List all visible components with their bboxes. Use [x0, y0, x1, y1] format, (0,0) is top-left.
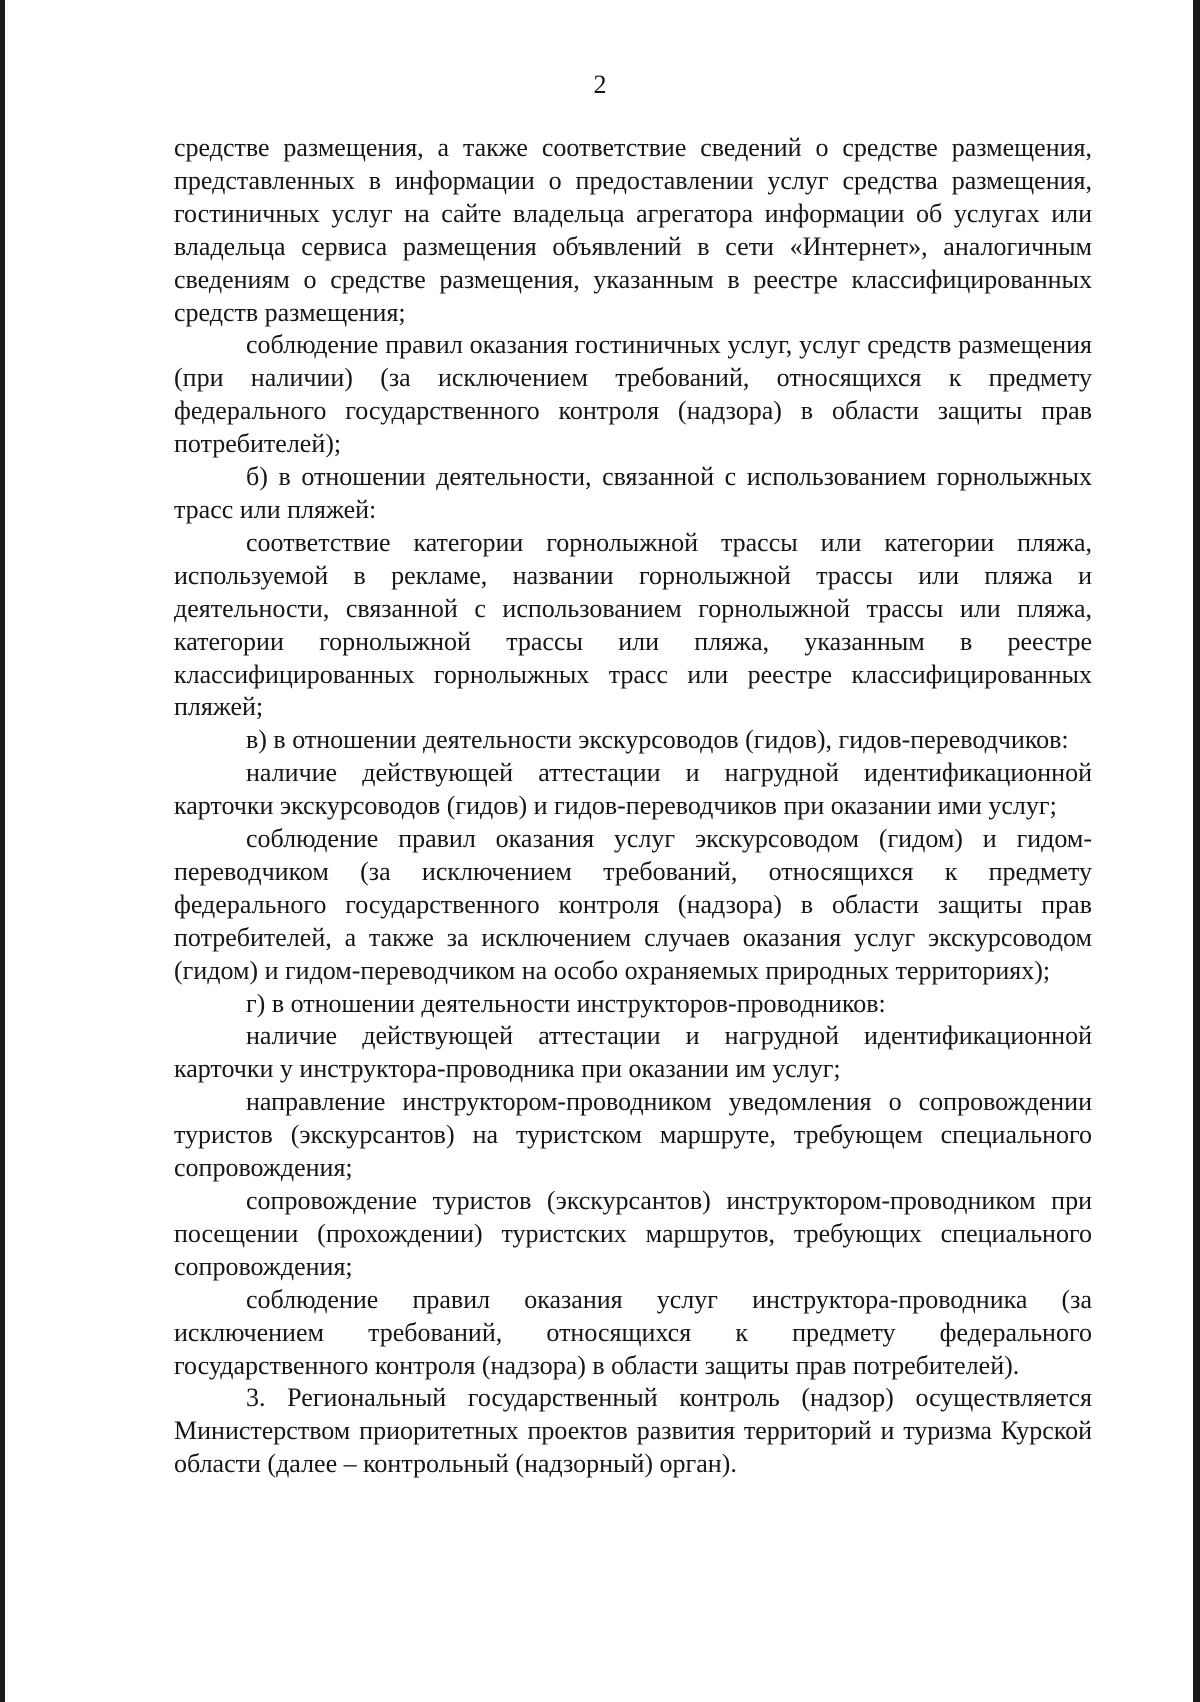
paragraph: соблюдение правил оказания услуг инструктора-проводника (за исключением требований, относящихся к предмету федерального государственного контроля (надзора) в области защиты прав потребителей). [174, 1284, 1092, 1380]
list-item-b: б) в отношении деятельности, связанной с использованием горнолыжных трасс или пляжей: [174, 462, 1092, 524]
list-item-v: в) в отношении деятельности экскурсоводов (гидов), гидов-переводчиков: [246, 725, 1069, 755]
paragraph: направление инструктором-проводником уведомления о сопровождении туристов (экскурсантов) на туристском маршруте, требующем специального сопровождения; [174, 1087, 1092, 1183]
paragraph: соответствие категории горнолыжной трассы или категории пляжа, используемой в рекламе, названии горнолыжной трассы или пляжа и деятельности, связанной с использованием горнолыжной трассы или пляжа, категории горнолыжной трассы или пляжа, указанным в реестре классифицированных горнолыжных трасс или реестре классифицированных пляжей; [174, 527, 1092, 722]
scan-border-right [1193, 0, 1200, 1702]
paragraph: соблюдение правил оказания гостиничных услуг, услуг средств размещения (при наличии) (за исключением требований, относящихся к предмету федерального государственного контроля (надзора) в области защиты прав потребителей); [174, 330, 1092, 459]
document-body [174, 132, 1092, 1481]
paragraph: наличие действующей аттестации и нагрудной идентификационной карточки у инструктора-проводника при оказании им услуг; [174, 1021, 1092, 1084]
paragraph: наличие действующей аттестации и нагрудной идентификационной карточки экскурсоводов (гидов) и гидов-переводчиков при оказании ими услуг; [174, 758, 1092, 821]
scan-border-left [0, 0, 5, 1702]
paragraph: сопровождение туристов (экскурсантов) инструктором-проводником при посещении (прохождении) туристских маршрутов, требующих специального сопровождения; [174, 1186, 1092, 1281]
page-number: 2 [593, 70, 607, 99]
list-item-g: г) в отношении деятельности инструкторов-проводников: [246, 988, 886, 1018]
numbered-clause-3: 3. Региональный государственный контроль (надзор) осуществляется Министерством приоритетных проектов развития территорий и туризма Курской области (далее – контрольный (надзорный) орган). [174, 1383, 1092, 1479]
paragraph: соблюдение правил оказания услуг экскурсоводом (гидом) и гидом-переводчиком (за исключением требований, относящихся к предмету федерального государственного контроля (надзора) в области защиты прав потребителей, а также за исключением случаев оказания услуг экскурсоводом (гидом) и гидом-переводчиком на особо охраняемых природных территориях); [174, 824, 1092, 985]
paragraph-continuation: средстве размещения, а также соответствие сведений о средстве размещения, представленных в информации о предоставлении услуг средства размещения, гостиничных услуг на сайте владельца агрегатора информации об услугах или владельца сервиса размещения объявлений в сети «Интернет», аналогичным сведениям о средстве размещения, указанным в реестре классифицированных средств размещения; [174, 133, 1092, 327]
